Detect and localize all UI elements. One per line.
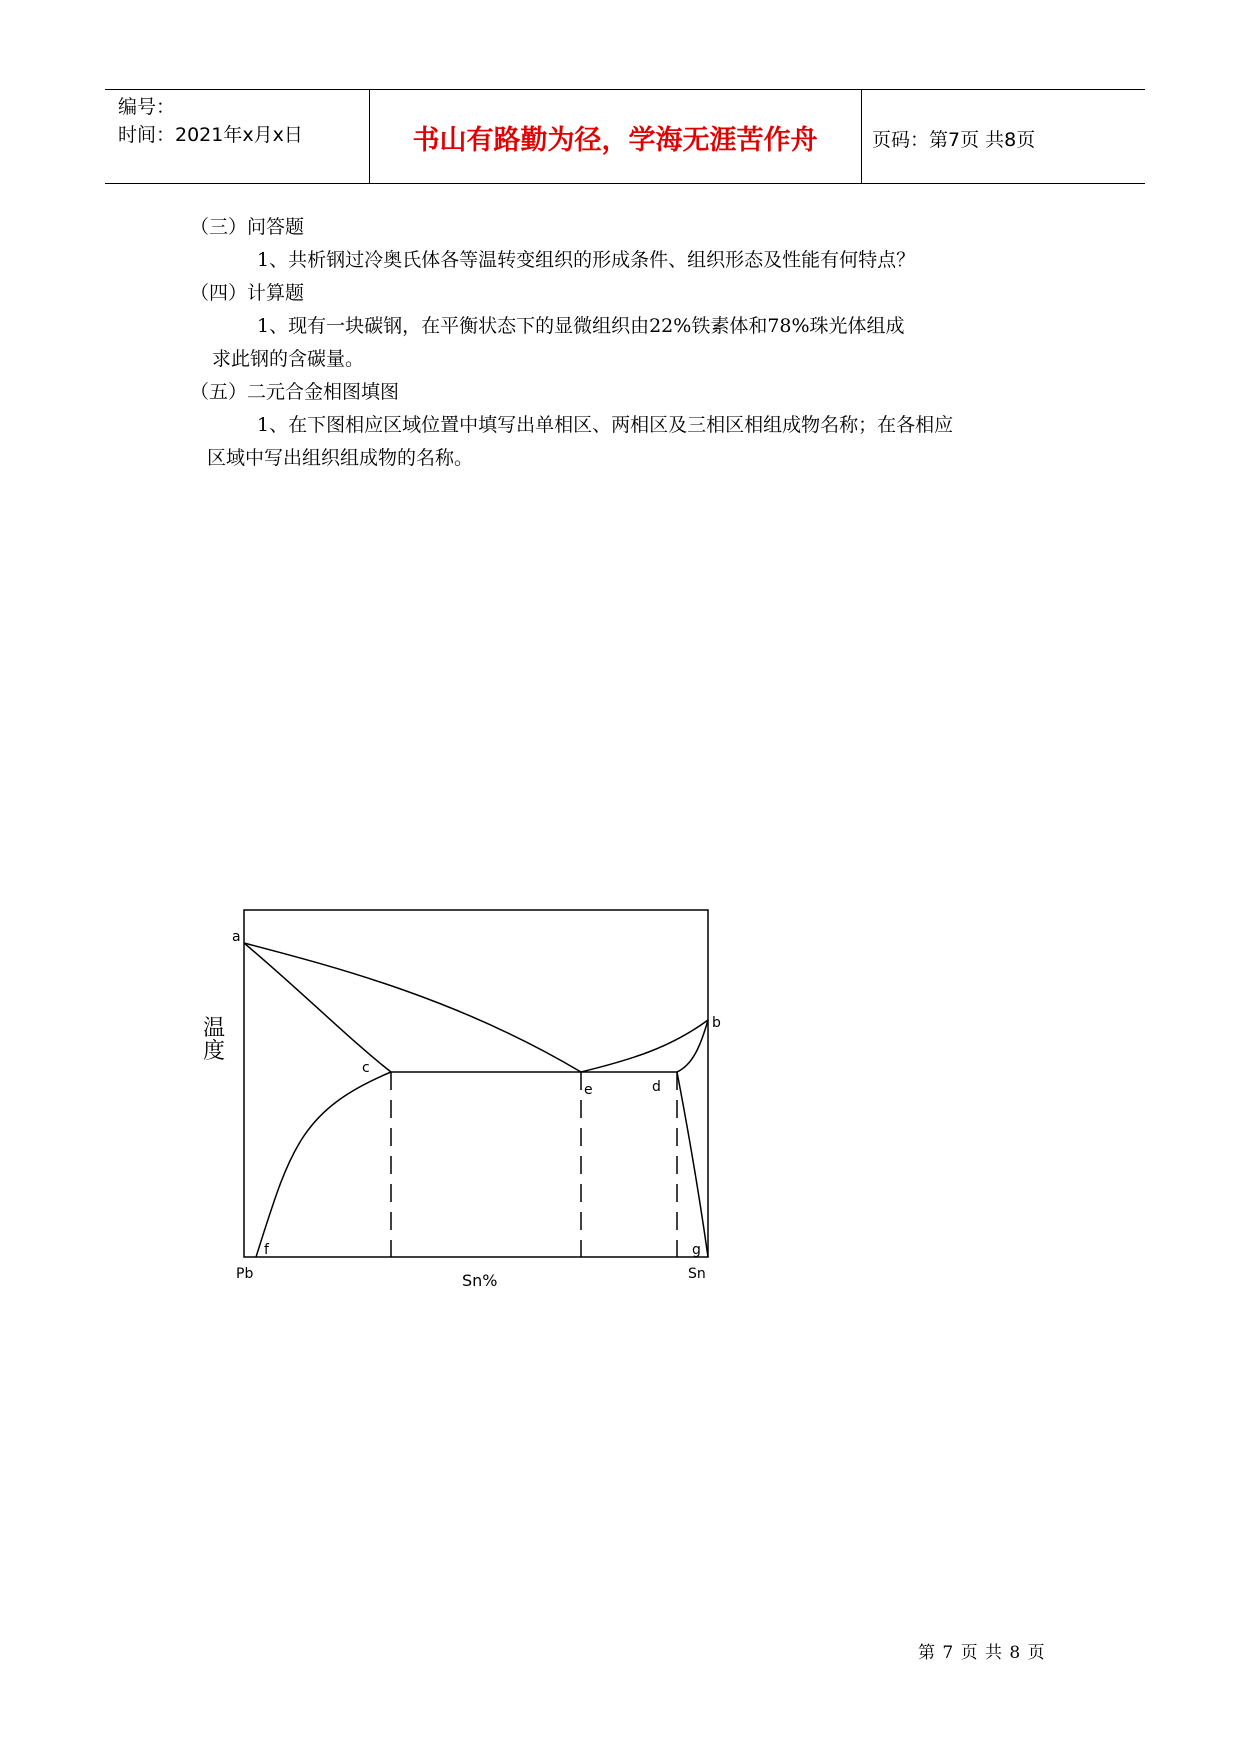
question-calc-1-line1: 1、现有一块碳钢，在平衡状态下的显微组织由22%铁素体和78%珠光体组成 [257, 315, 905, 337]
header-page-number: 页码：第7页 共8页 [872, 129, 1036, 151]
y-axis-label-1: 温 [203, 1016, 226, 1041]
section-diagram-title: （五）二元合金相图填图 [190, 381, 400, 403]
question-calc-1-line2: 求此钢的含碳量。 [212, 348, 365, 370]
solidus-line-right [677, 1020, 708, 1072]
left-end-label: Pb [236, 1266, 254, 1282]
x-axis-label: Sn% [462, 1271, 498, 1290]
section-calc-title: （四）计算题 [190, 282, 305, 304]
solvus-line-left [256, 1072, 391, 1257]
right-end-label: Sn [688, 1266, 706, 1282]
header-motto: 书山有路勤为径，学海无涯苦作舟 [412, 125, 818, 156]
point-label-f: f [264, 1242, 269, 1258]
question-qa-1: 1、共析钢过冷奥氏体各等温转变组织的形成条件、组织形态及性能有何特点？ [257, 249, 916, 271]
point-label-b: b [712, 1015, 721, 1031]
solvus-line-right [677, 1072, 708, 1257]
liquidus-line-left [244, 943, 581, 1072]
point-label-e: e [584, 1082, 593, 1098]
point-label-g: g [692, 1242, 701, 1258]
question-diagram-1-line1: 1、在下图相应区域位置中填写出单相区、两相区及三相区相组成物名称；在各相应 [257, 414, 954, 436]
point-label-a: a [232, 929, 241, 945]
point-label-d: d [652, 1079, 661, 1095]
section-qa-title: （三）问答题 [190, 216, 305, 238]
question-diagram-1-line2: 区域中写出组织组成物的名称。 [207, 447, 474, 469]
liquidus-line-right [581, 1020, 708, 1072]
footer-page-number: 第 7 页 共 8 页 [918, 1643, 1046, 1663]
document-time-label: 时间：2021年x月x日 [118, 124, 303, 146]
point-label-c: c [362, 1060, 370, 1076]
y-axis-label-2: 度 [203, 1039, 226, 1064]
document-number-label: 编号： [118, 96, 176, 118]
